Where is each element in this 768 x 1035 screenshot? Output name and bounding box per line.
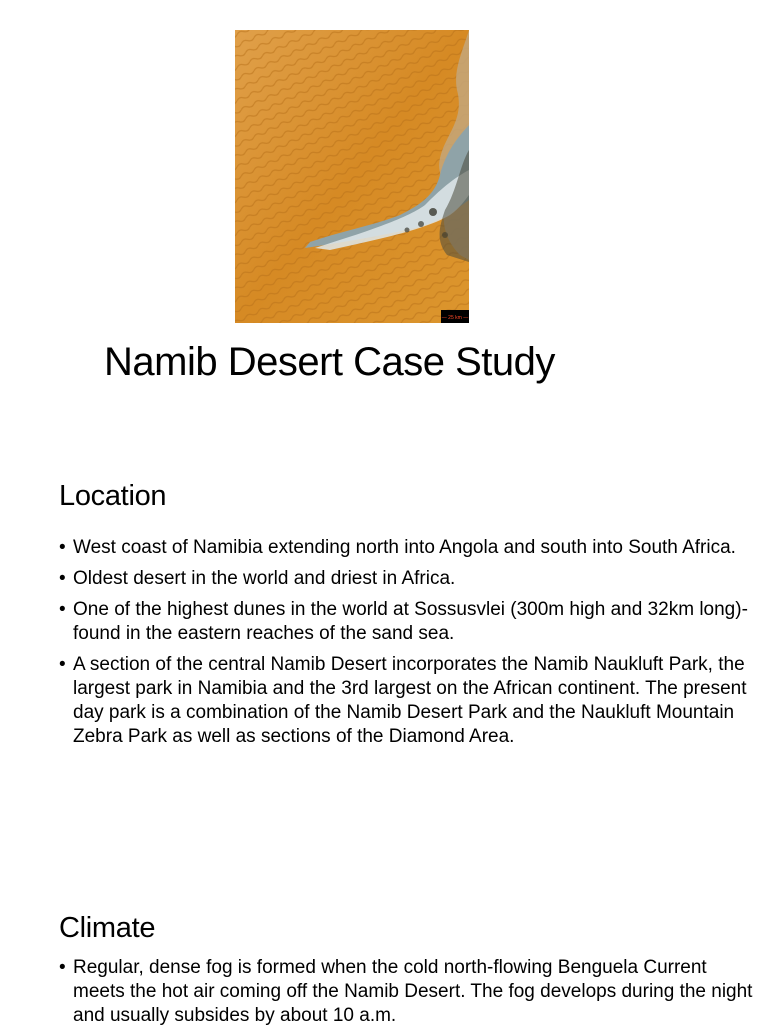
climate-bullet-list: [59, 956, 759, 1035]
bullet-icon: •: [59, 654, 66, 675]
bullet-text: Oldest desert in the world and driest in Africa.: [73, 568, 456, 589]
list-item: [59, 956, 759, 1028]
bullet-text: Regular, dense fog is formed when the cold north-flowing Benguela Current meets the hot air coming off the Namib Desert. The fog develops during the night and usually subsides by about 10 a.m.: [73, 957, 753, 1026]
list-item: [59, 598, 759, 646]
list-item: [59, 536, 759, 560]
climate-heading: Climate: [59, 912, 156, 944]
list-item: [59, 653, 759, 749]
page-title: Namib Desert Case Study: [104, 340, 555, 384]
desert-satellite-image: [235, 30, 469, 323]
list-item: [59, 567, 759, 591]
satellite-image-graphic: [235, 30, 469, 323]
bullet-icon: •: [59, 537, 66, 558]
location-heading: Location: [59, 480, 167, 512]
bullet-text: One of the highest dunes in the world at Sossusvlei (300m high and 32km long)- found in the eastern reaches of the sand sea.: [73, 599, 748, 644]
bullet-text: A section of the central Namib Desert incorporates the Namib Naukluft Park, the largest park in Namibia and the 3rd largest on the African continent. The present day park is a combination of the Namib Desert Park and the Naukluft Mountain Zebra Park as well as sections of the Diamond Area.: [73, 654, 747, 747]
bullet-icon: •: [59, 599, 66, 620]
location-bullet-list: [59, 536, 759, 756]
bullet-icon: •: [59, 568, 66, 589]
bullet-icon: •: [59, 957, 66, 978]
bullet-text: West coast of Namibia extending north into Angola and south into South Africa.: [73, 537, 736, 558]
scale-bar-label: — 25 km —: [441, 315, 469, 321]
